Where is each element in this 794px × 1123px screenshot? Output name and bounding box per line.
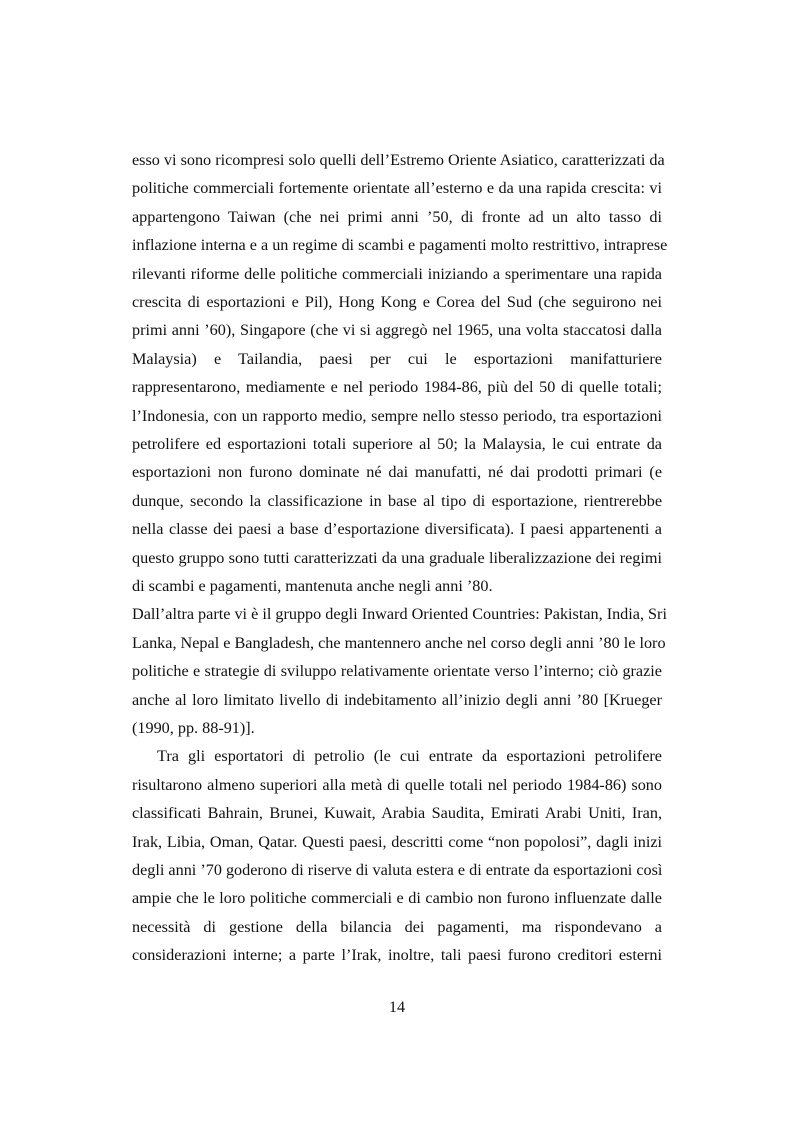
text-line: considerazioni interne; a parte l’Irak, inoltre, tali paesi furono creditori esterni: [132, 946, 662, 965]
text-line: classificati Bahrain, Brunei, Kuwait, Arabia Saudita, Emirati Arabi Uniti, Iran,: [132, 804, 662, 823]
text-line: appartengono Taiwan (che nei primi anni ’50, di fronte ad un alto tasso di: [132, 207, 662, 226]
text-line: ampie che le loro politiche commerciali e di cambio non furono influenzate dalle: [132, 889, 662, 908]
text-line: (1990, pp. 88-91)].: [132, 719, 255, 737]
text-line: di scambi e pagamenti, mantenuta anche negli anni ’80.: [132, 577, 493, 595]
text-line: questo gruppo sono tutti caratterizzati da una graduale liberalizzazione dei regimi: [132, 548, 662, 567]
text-line: l’Indonesia, con un rapporto medio, sempre nello stesso periodo, tra esportazioni: [132, 406, 662, 425]
text-line: rilevanti riforme delle politiche commerciali iniziando a sperimentare una rapida: [132, 264, 662, 283]
text-line: dunque, secondo la classificazione in base al tipo di esportazione, rientrerebbe: [132, 491, 662, 510]
text-line: primi anni ’60), Singapore (che vi si aggregò nel 1965, una volta staccatosi dalla: [132, 321, 662, 340]
text-line: petrolifere ed esportazioni totali superiore al 50; la Malaysia, le cui entrate da: [132, 435, 662, 453]
text-line: politiche e strategie di sviluppo relativamente orientate verso l’interno; ciò grazie: [132, 662, 662, 681]
text-line: esso vi sono ricompresi solo quelli dell’Estremo Oriente Asiatico, caratterizzati da: [132, 151, 665, 169]
text-line: Irak, Libia, Oman, Qatar. Questi paesi, descritti come “non popolosi”, dagli inizi: [132, 832, 662, 851]
text-line: anche al loro limitato livello di indebitamento all’inizio degli anni ’80 [Krueger: [132, 690, 662, 709]
page-number: 14: [388, 998, 406, 1016]
text-line: politiche commerciali fortemente orientate all’esterno e da una rapida crescita: vi: [132, 179, 662, 198]
text-line: esportazioni non furono dominate né dai manufatti, né dai prodotti primari (e: [132, 463, 662, 482]
text-line: nella classe dei paesi a base d’esportazione diversificata). I paesi appartenenti a: [132, 520, 662, 539]
text-line: degli anni ’70 goderono di riserve di valuta estera e di entrate da esportazioni così: [132, 861, 663, 879]
text-line: crescita di esportazioni e Pil), Hong Kong e Corea del Sud (che seguirono nei: [132, 293, 662, 311]
text-line: Dall’altra parte vi è il gruppo degli Inward Oriented Countries: Pakistan, India, Sri: [132, 605, 667, 624]
text-line: Lanka, Nepal e Bangladesh, che mantennero anche nel corso degli anni ’80 le loro: [132, 633, 666, 652]
text-line: risultarono almeno superiori alla metà di quelle totali nel periodo 1984-86) sono: [132, 775, 662, 794]
text-line: Tra gli esportatori di petrolio (le cui entrate da esportazioni petrolifere: [157, 747, 662, 766]
text-line: rappresentarono, mediamente e nel periodo 1984-86, più del 50 di quelle totali;: [132, 378, 662, 397]
text-line: necessità di gestione della bilancia dei pagamenti, ma rispondevano a: [132, 917, 662, 936]
text-line: inflazione interna e a un regime di scambi e pagamenti molto restrittivo, intraprese: [132, 236, 668, 255]
text-line: Malaysia) e Tailandia, paesi per cui le esportazioni manifatturiere: [132, 349, 662, 368]
